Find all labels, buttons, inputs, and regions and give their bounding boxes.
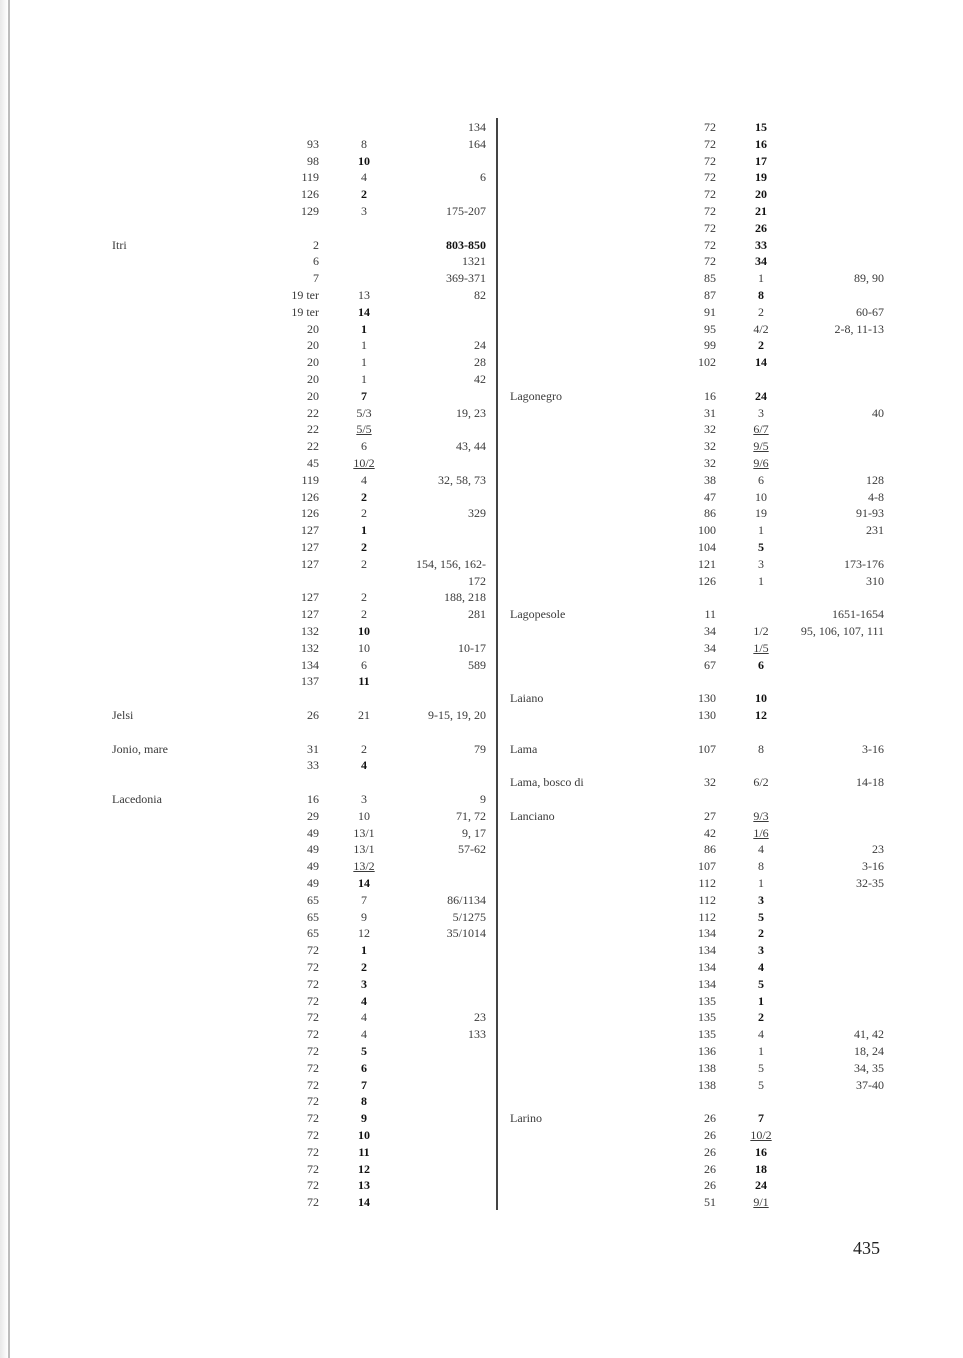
- index-value-c: 133: [468, 1027, 486, 1042]
- index-value-a: 91: [704, 304, 716, 319]
- index-value-c: 18, 24: [854, 1044, 884, 1058]
- index-value-b: 2: [758, 926, 764, 941]
- index-value-b: 13/2: [353, 859, 375, 874]
- index-value-b: 2: [361, 187, 367, 202]
- index-value-c: 42: [474, 372, 486, 386]
- index-value-b: 4: [361, 472, 367, 487]
- index-value-b: 19: [755, 506, 767, 521]
- index-value-a: 87: [704, 288, 716, 302]
- index-value-b: 2: [758, 1010, 764, 1025]
- index-value-c: 231: [866, 523, 884, 538]
- index-value-a: 138: [698, 1077, 716, 1092]
- index-value-a: 34: [704, 640, 716, 655]
- index-value-b: 11: [358, 1144, 370, 1159]
- index-place-name: Jonio, mare: [112, 741, 168, 756]
- index-value-a: 32: [704, 775, 716, 790]
- index-value-a: 127: [301, 590, 319, 605]
- index-value-c: 154, 156, 162-: [416, 556, 486, 571]
- index-value-c: 24: [474, 338, 486, 353]
- index-value-a: 72: [307, 1044, 319, 1058]
- index-value-b: 14: [358, 876, 370, 890]
- index-place-name: Larino: [510, 1111, 542, 1126]
- index-value-b: 16: [755, 1144, 767, 1159]
- index-value-a: 65: [307, 926, 319, 941]
- index-value-b: 7: [758, 1111, 764, 1126]
- index-value-a: 20: [307, 355, 319, 370]
- index-value-a: 130: [698, 691, 716, 706]
- index-value-c: 1651-1654: [832, 607, 884, 622]
- index-value-a: 107: [698, 741, 716, 756]
- index-value-b: 10: [358, 808, 370, 823]
- index-value-b: 1: [361, 338, 367, 353]
- index-value-b: 4: [361, 993, 367, 1008]
- index-value-a: 72: [307, 1128, 319, 1142]
- index-value-c: 86/1134: [447, 892, 486, 907]
- index-value-c: 134: [468, 120, 486, 134]
- index-value-a: 138: [698, 1060, 716, 1075]
- index-value-b: 8: [758, 741, 764, 756]
- index-value-c: 281: [468, 607, 486, 622]
- index-value-b: 10/2: [750, 1128, 772, 1142]
- index-value-a: 86: [704, 506, 716, 521]
- index-value-a: 26: [307, 708, 319, 722]
- index-value-b: 13/1: [353, 842, 375, 857]
- index-value-c: 172: [468, 573, 486, 588]
- index-value-b: 10: [358, 1128, 370, 1142]
- index-value-c: 803-850: [446, 237, 486, 252]
- index-value-b: 8: [758, 288, 764, 302]
- index-value-a: 49: [307, 842, 319, 857]
- index-value-a: 132: [301, 640, 319, 655]
- index-value-a: 85: [704, 271, 716, 286]
- index-value-b: 1: [758, 573, 764, 588]
- index-value-a: 93: [307, 136, 319, 151]
- index-value-a: 102: [698, 355, 716, 370]
- index-place-name: Itri: [112, 237, 127, 252]
- index-value-a: 72: [307, 1178, 319, 1193]
- index-value-c: 60-67: [856, 304, 884, 319]
- index-value-a: 136: [698, 1044, 716, 1058]
- index-value-b: 2: [361, 960, 367, 974]
- index-value-a: 72: [307, 1010, 319, 1025]
- index-value-b: 6: [758, 657, 764, 672]
- index-value-b: 20: [755, 187, 767, 202]
- index-value-b: 10: [358, 640, 370, 655]
- index-value-a: 119: [301, 472, 319, 487]
- index-value-b: 7: [361, 892, 367, 907]
- index-value-c: 37-40: [856, 1077, 884, 1092]
- index-value-b: 1/2: [753, 624, 769, 638]
- index-value-b: 10: [755, 691, 767, 706]
- index-value-c: 82: [474, 288, 486, 302]
- index-value-a: 38: [704, 472, 716, 487]
- index-value-a: 95: [704, 321, 716, 336]
- index-value-b: 2: [361, 607, 367, 622]
- index-value-b: 1: [758, 1044, 764, 1058]
- index-value-b: 4: [361, 170, 367, 185]
- index-value-b: 5: [758, 909, 764, 924]
- index-value-a: 137: [301, 674, 319, 689]
- index-value-b: 3: [361, 976, 367, 991]
- index-value-c: 34, 35: [854, 1060, 884, 1075]
- index-value-a: 126: [301, 506, 319, 521]
- index-value-b: 4: [361, 758, 367, 773]
- index-value-b: 2: [758, 304, 764, 319]
- index-value-b: 8: [758, 859, 764, 874]
- index-value-c: 5/1275: [452, 909, 486, 924]
- index-value-c: 128: [866, 472, 884, 487]
- index-value-b: 9/3: [753, 808, 769, 823]
- index-value-b: 1: [361, 943, 367, 958]
- index-value-b: 3: [758, 405, 764, 420]
- index-value-b: 12: [358, 1161, 370, 1176]
- index-value-a: 45: [307, 456, 319, 470]
- index-value-b: 6: [361, 657, 367, 672]
- index-value-b: 13/1: [353, 825, 375, 840]
- index-value-a: 33: [307, 758, 319, 773]
- index-value-a: 34: [704, 624, 716, 638]
- index-value-a: 134: [698, 976, 716, 991]
- index-value-c: 71, 72: [456, 808, 486, 823]
- index-value-c: 32-35: [856, 876, 884, 890]
- index-value-a: 32: [704, 456, 716, 470]
- column-divider: [496, 118, 498, 1210]
- index-value-a: 65: [307, 892, 319, 907]
- index-place-name: Laiano: [510, 691, 544, 706]
- index-value-a: 32: [704, 422, 716, 437]
- index-value-a: 11: [704, 607, 716, 622]
- index-value-b: 5: [758, 540, 764, 554]
- index-value-a: 112: [698, 892, 716, 907]
- index-value-b: 10: [755, 489, 767, 504]
- index-value-a: 119: [301, 170, 319, 185]
- index-value-c: 35/1014: [446, 926, 486, 941]
- index-value-b: 2: [361, 590, 367, 605]
- index-value-c: 6: [480, 170, 486, 185]
- index-value-b: 1/5: [753, 640, 769, 655]
- index-value-c: 4-8: [868, 489, 884, 504]
- index-value-b: 4: [361, 1010, 367, 1025]
- index-value-a: 72: [704, 237, 716, 252]
- index-value-b: 24: [755, 1178, 767, 1193]
- index-value-a: 26: [704, 1144, 716, 1159]
- index-value-c: 329: [468, 506, 486, 521]
- index-value-a: 134: [301, 657, 319, 672]
- index-value-a: 107: [698, 859, 716, 874]
- index-value-a: 72: [307, 1111, 319, 1126]
- index-value-c: 41, 42: [854, 1027, 884, 1042]
- index-value-a: 126: [301, 187, 319, 202]
- index-value-a: 2: [313, 237, 319, 252]
- index-value-a: 19 ter: [291, 288, 319, 302]
- index-value-a: 72: [704, 204, 716, 218]
- index-value-b: 9/5: [753, 439, 769, 454]
- index-value-b: 14: [358, 1195, 370, 1210]
- index-value-b: 21: [755, 204, 767, 218]
- index-value-b: 6: [758, 472, 764, 487]
- index-value-b: 12: [755, 708, 767, 722]
- index-value-b: 2: [361, 489, 367, 504]
- index-value-c: 19, 23: [456, 405, 486, 420]
- index-value-b: 4: [758, 960, 764, 974]
- index-value-b: 5: [758, 976, 764, 991]
- index-value-a: 72: [704, 187, 716, 202]
- index-place-name: Lanciano: [510, 808, 555, 823]
- index-value-b: 16: [755, 136, 767, 151]
- index-value-b: 10: [358, 624, 370, 638]
- index-value-b: 1: [361, 321, 367, 336]
- index-value-a: 127: [301, 523, 319, 538]
- index-value-c: 369-371: [446, 271, 486, 286]
- index-value-c: 589: [468, 657, 486, 672]
- index-value-a: 67: [704, 657, 716, 672]
- index-value-b: 2: [361, 540, 367, 554]
- index-value-a: 126: [301, 489, 319, 504]
- index-value-b: 1: [361, 523, 367, 538]
- index-value-b: 4: [758, 1027, 764, 1042]
- index-value-a: 72: [704, 136, 716, 151]
- index-value-a: 26: [704, 1161, 716, 1176]
- index-value-b: 2: [758, 338, 764, 353]
- index-value-b: 26: [755, 220, 767, 235]
- index-value-b: 1: [758, 876, 764, 890]
- index-value-b: 33: [755, 237, 767, 252]
- index-value-a: 49: [307, 825, 319, 840]
- index-value-a: 72: [307, 943, 319, 958]
- index-value-a: 72: [704, 120, 716, 134]
- index-value-c: 32, 58, 73: [438, 472, 486, 487]
- index-value-a: 31: [307, 741, 319, 756]
- index-value-b: 9/1: [753, 1195, 769, 1210]
- index-value-b: 4: [361, 1027, 367, 1042]
- index-value-a: 72: [704, 170, 716, 185]
- index-value-a: 132: [301, 624, 319, 638]
- index-value-a: 72: [704, 220, 716, 235]
- index-value-c: 57-62: [458, 842, 486, 857]
- index-value-a: 29: [307, 808, 319, 823]
- index-value-a: 27: [704, 808, 716, 823]
- index-value-b: 6/7: [753, 422, 769, 437]
- index-value-b: 34: [755, 254, 767, 269]
- index-value-a: 72: [704, 153, 716, 168]
- index-place-name: Jelsi: [112, 708, 134, 722]
- index-value-a: 26: [704, 1128, 716, 1142]
- index-place-name: Lagonegro: [510, 388, 562, 403]
- index-value-a: 99: [704, 338, 716, 353]
- index-value-b: 5: [758, 1060, 764, 1075]
- index-value-a: 112: [698, 876, 716, 890]
- index-value-b: 15: [755, 120, 767, 134]
- index-value-c: 9, 17: [462, 825, 486, 840]
- index-value-a: 6: [313, 254, 319, 269]
- index-value-a: 72: [307, 1027, 319, 1042]
- index-value-a: 130: [698, 708, 716, 722]
- index-value-a: 72: [307, 960, 319, 974]
- index-value-c: 1321: [462, 254, 486, 269]
- index-value-b: 9/6: [753, 456, 769, 470]
- index-value-a: 127: [301, 556, 319, 571]
- index-value-b: 3: [758, 556, 764, 571]
- index-value-b: 21: [358, 708, 370, 722]
- index-value-a: 31: [704, 405, 716, 420]
- index-value-c: 9-15, 19, 20: [428, 708, 486, 722]
- index-value-c: 2-8, 11-13: [834, 321, 884, 336]
- index-value-a: 72: [307, 1144, 319, 1159]
- index-value-a: 20: [307, 338, 319, 353]
- index-value-a: 134: [698, 926, 716, 941]
- index-value-b: 10: [358, 153, 370, 168]
- index-value-b: 8: [361, 136, 367, 151]
- index-value-b: 3: [758, 892, 764, 907]
- index-value-c: 23: [474, 1010, 486, 1025]
- index-value-a: 135: [698, 1027, 716, 1042]
- index-value-b: 4/2: [753, 321, 769, 336]
- index-value-c: 89, 90: [854, 271, 884, 286]
- index-value-c: 14-18: [856, 775, 884, 790]
- index-value-b: 14: [358, 304, 370, 319]
- index-value-a: 121: [698, 556, 716, 571]
- index-value-b: 9: [361, 909, 367, 924]
- index-value-a: 72: [307, 1094, 319, 1109]
- index-value-b: 6: [361, 1060, 367, 1075]
- index-value-b: 13: [358, 288, 370, 302]
- index-value-a: 49: [307, 876, 319, 890]
- index-value-b: 1: [361, 355, 367, 370]
- index-value-a: 22: [307, 422, 319, 437]
- index-value-b: 17: [755, 153, 767, 168]
- index-value-b: 1: [758, 523, 764, 538]
- index-value-b: 13: [358, 1178, 370, 1193]
- index-value-c: 175-207: [446, 204, 486, 218]
- index-value-a: 135: [698, 993, 716, 1008]
- page-binding-shadow: [0, 0, 8, 1358]
- index-value-b: 1: [758, 993, 764, 1008]
- index-value-b: 8: [361, 1094, 367, 1109]
- index-value-c: 10-17: [458, 640, 486, 655]
- index-value-a: 112: [698, 909, 716, 924]
- index-value-c: 40: [872, 405, 884, 420]
- index-value-a: 72: [307, 1077, 319, 1092]
- index-value-a: 72: [307, 1161, 319, 1176]
- index-value-c: 9: [480, 792, 486, 806]
- index-value-c: 3-16: [862, 859, 884, 874]
- index-value-a: 16: [307, 792, 319, 806]
- index-value-b: 7: [361, 388, 367, 403]
- index-value-b: 4: [758, 842, 764, 857]
- index-value-a: 51: [704, 1195, 716, 1210]
- index-value-c: 91-93: [856, 506, 884, 521]
- index-value-a: 7: [313, 271, 319, 286]
- index-value-a: 49: [307, 859, 319, 874]
- index-value-b: 6/2: [753, 775, 769, 790]
- index-value-b: 1/6: [753, 825, 769, 840]
- index-value-a: 126: [698, 573, 716, 588]
- index-place-name: Lacedonia: [112, 792, 162, 806]
- index-value-b: 18: [755, 1161, 767, 1176]
- index-value-b: 9: [361, 1111, 367, 1126]
- index-value-b: 11: [358, 674, 370, 689]
- index-value-a: 72: [307, 1060, 319, 1075]
- index-value-c: 23: [872, 842, 884, 857]
- index-value-a: 127: [301, 540, 319, 554]
- index-value-b: 14: [755, 355, 767, 370]
- index-value-a: 72: [307, 1195, 319, 1210]
- index-place-name: Lama, bosco di: [510, 775, 584, 790]
- index-value-b: 5/5: [356, 422, 372, 437]
- index-place-name: Lama: [510, 741, 538, 756]
- index-value-a: 16: [704, 388, 716, 403]
- index-value-a: 127: [301, 607, 319, 622]
- page-number: 435: [853, 1238, 880, 1258]
- index-value-a: 22: [307, 405, 319, 420]
- index-value-b: 19: [755, 170, 767, 185]
- index-value-a: 26: [704, 1178, 716, 1193]
- index-value-a: 20: [307, 321, 319, 336]
- index-value-a: 19 ter: [291, 304, 319, 319]
- index-value-a: 72: [307, 993, 319, 1008]
- index-value-b: 5: [758, 1077, 764, 1092]
- index-value-a: 100: [698, 523, 716, 538]
- index-value-b: 24: [755, 388, 767, 403]
- index-value-c: 28: [474, 355, 486, 370]
- index-value-a: 20: [307, 388, 319, 403]
- index-value-b: 1: [758, 271, 764, 286]
- page-binding-edge: [8, 0, 10, 1358]
- index-value-b: 2: [361, 556, 367, 571]
- index-value-a: 98: [307, 153, 319, 168]
- index-value-a: 20: [307, 372, 319, 386]
- index-value-a: 72: [307, 976, 319, 991]
- index-value-b: 10/2: [353, 456, 375, 470]
- index-value-a: 72: [704, 254, 716, 269]
- index-value-a: 47: [704, 489, 716, 504]
- index-value-c: 43, 44: [456, 439, 486, 454]
- index-value-b: 3: [361, 204, 367, 218]
- index-value-a: 134: [698, 960, 716, 974]
- index-value-c: 164: [468, 136, 486, 151]
- index-value-a: 104: [698, 540, 716, 554]
- index-value-b: 3: [361, 792, 367, 806]
- index-value-c: 310: [866, 573, 884, 588]
- index-value-a: 42: [704, 825, 716, 840]
- index-value-b: 2: [361, 506, 367, 521]
- index-value-a: 22: [307, 439, 319, 454]
- index-value-b: 1: [361, 372, 367, 386]
- index-place-name: Lagopesole: [510, 607, 566, 622]
- index-value-c: 3-16: [862, 741, 884, 756]
- index-value-a: 86: [704, 842, 716, 857]
- index-value-b: 5: [361, 1044, 367, 1058]
- index-value-a: 65: [307, 909, 319, 924]
- index-value-b: 3: [758, 943, 764, 958]
- index-value-a: 32: [704, 439, 716, 454]
- index-value-c: 79: [474, 741, 486, 756]
- index-value-c: 95, 106, 107, 111: [800, 624, 884, 638]
- index-value-a: 134: [698, 943, 716, 958]
- index-value-a: 26: [704, 1111, 716, 1126]
- index-value-a: 129: [301, 204, 319, 218]
- index-value-b: 5/3: [356, 405, 372, 420]
- index-value-b: 6: [361, 439, 367, 454]
- index-value-c: 188, 218: [444, 590, 486, 605]
- index-value-b: 12: [358, 926, 370, 941]
- index-value-b: 2: [361, 741, 367, 756]
- index-value-a: 135: [698, 1010, 716, 1025]
- index-value-c: 173-176: [844, 556, 884, 571]
- index-value-b: 7: [361, 1077, 367, 1092]
